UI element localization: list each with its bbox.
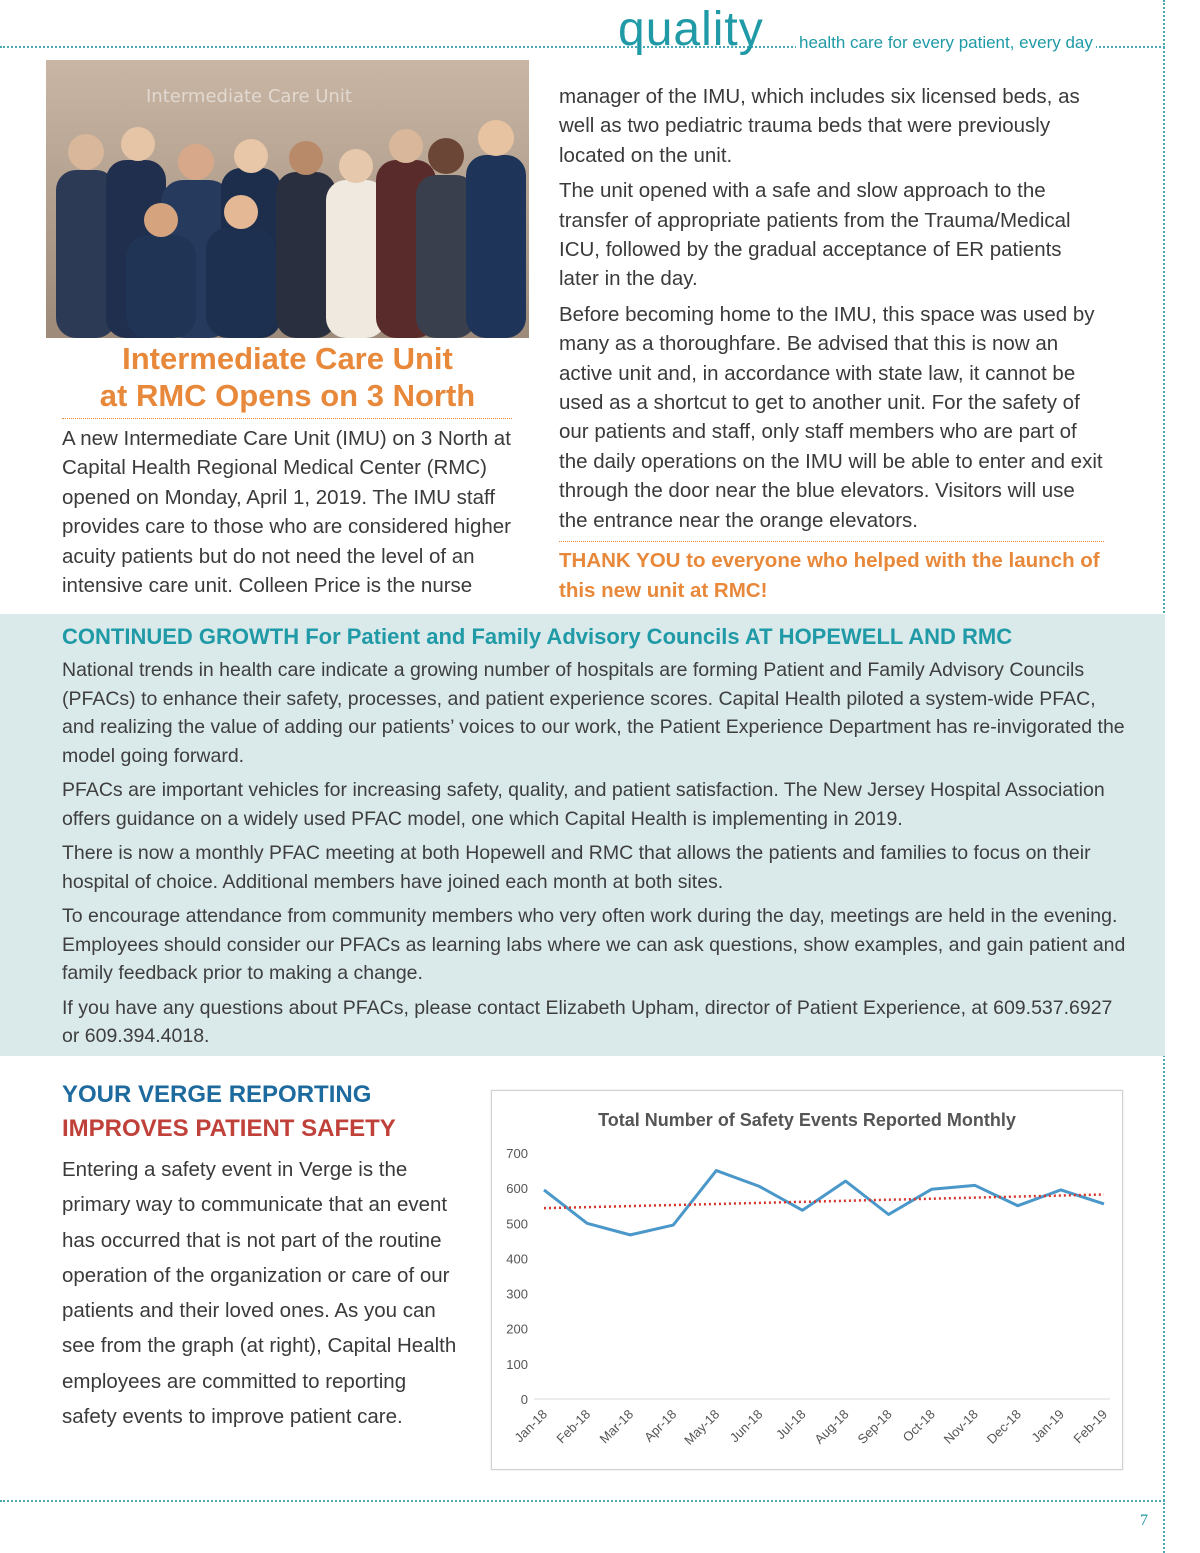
y-tick-label: 200 xyxy=(506,1321,528,1337)
headline-divider xyxy=(62,418,512,419)
plot-area xyxy=(544,1171,1104,1235)
story-paragraph: manager of the IMU, which includes six licensed beds, as well as two pediatric trauma beds that were previously located on the unit. xyxy=(559,85,1080,167)
x-tick-label: Dec-18 xyxy=(983,1406,1024,1447)
pfac-paragraph: National trends in health care indicate a growing number of hospitals are forming Patient and Family Advisory Councils (PFACs) to enhance their safety, processes, and patient experience scores. Capital Health piloted a system-wide PFAC, and realizing the value of adding our patients’ voices to our work, the Patient Experience Department has re-invigorated the model going forward. xyxy=(62,659,1125,767)
section-word: quality xyxy=(618,3,764,56)
bottom-dotted-rule xyxy=(0,1500,1165,1502)
x-tick-label: Nov-18 xyxy=(940,1406,981,1447)
y-tick-label: 100 xyxy=(506,1356,528,1372)
y-tick-label: 700 xyxy=(506,1146,528,1161)
y-axis xyxy=(506,1146,1110,1407)
verge-heading-line2: IMPROVES PATIENT SAFETY xyxy=(62,1115,396,1142)
section-tagline: health care for every patient, every day xyxy=(796,33,1096,53)
wall-sign: Intermediate Care Unit xyxy=(146,86,352,107)
y-tick-label: 300 xyxy=(506,1286,528,1302)
x-tick-label: Sep-18 xyxy=(854,1406,895,1447)
staff-group-photo xyxy=(46,60,529,338)
y-tick-label: 600 xyxy=(506,1181,528,1197)
page-number: 7 xyxy=(1140,1512,1148,1529)
x-tick-label: Jan-19 xyxy=(1028,1406,1068,1446)
pfac-heading: CONTINUED GROWTH For Patient and Family Advisory Councils AT HOPEWELL AND RMC xyxy=(62,624,1013,649)
pfac-paragraph: PFACs are important vehicles for increasing safety, quality, and patient satisfaction. The New Jersey Hospital Association offers guidance on a widely used PFAC model, one which Capital Health is implementing in 2019. xyxy=(62,779,1105,830)
story-paragraph: Before becoming home to the IMU, this space was used by many as a thoroughfare. Be advised that this is now an active unit and, in accordance with state law, it cannot be used as a shortcut to get to another unit. For the safety of our patients and staff, only staff members who are part of the daily operations on the IMU will be able to enter and exit through the door near the blue elevators. Visitors will use the entrance near the orange elevators. xyxy=(559,302,1103,532)
story-body-right xyxy=(559,82,1104,611)
x-tick-label: Jul-18 xyxy=(772,1406,809,1443)
y-tick-label: 0 xyxy=(520,1392,528,1407)
x-tick-label: Feb-19 xyxy=(1070,1406,1111,1447)
thank-you-note: THANK YOU to everyone who helped with the launch of this new unit at RMC! xyxy=(559,541,1104,605)
verge-body: Entering a safety event in Verge is the primary way to communicate that an event has occurred that is not part of the routine operation of the organization or care of our patients and their loved ones. As you can see from the graph (at right), Capital Health employees are committed to reporting safety events to improve patient care. xyxy=(62,1158,457,1429)
pfac-paragraph: To encourage attendance from community members who very often work during the day, meetings are held in the evening. Employees should consider our PFACs as learning labs where we can ask questions, show examples, and gain patient and family feedback prior to making a change. xyxy=(62,905,1126,984)
pfac-section xyxy=(0,614,1165,1056)
story-paragraph: The unit opened with a safe and slow approach to the transfer of appropriate patients from the Trauma/Medical ICU, followed by the gradual acceptance of ER patients later in the day. xyxy=(559,179,1071,291)
pfac-contact-info: If you have any questions about PFACs, please contact Elizabeth Upham, director of Patient Experience, at 609.537.6927 or 609.394.4018. xyxy=(62,996,1113,1047)
x-tick-label: Apr-18 xyxy=(641,1406,680,1445)
x-tick-label: Aug-18 xyxy=(811,1406,852,1447)
safety-events-chart xyxy=(491,1090,1123,1470)
x-tick-label: May-18 xyxy=(681,1406,723,1448)
x-tick-label: Jan-18 xyxy=(511,1406,551,1446)
chart-title: Total Number of Safety Events Reported Monthly xyxy=(598,1110,1016,1130)
x-tick-label: Feb-18 xyxy=(553,1406,594,1447)
story-headline xyxy=(46,340,529,414)
x-tick-label: Oct-18 xyxy=(899,1406,938,1445)
series-line xyxy=(544,1171,1104,1235)
staff-figures xyxy=(56,120,526,338)
story-headline-line1: Intermediate Care Unit xyxy=(122,341,453,376)
pfac-paragraph: There is now a monthly PFAC meeting at both Hopewell and RMC that allows the patients and families to focus on their hospital of choice. Additional members have joined each month at both sites. xyxy=(62,842,1091,893)
y-tick-label: 400 xyxy=(506,1251,528,1267)
x-axis xyxy=(511,1407,1110,1448)
x-tick-label: Jun-18 xyxy=(726,1406,766,1446)
story-headline-line2: at RMC Opens on 3 North xyxy=(99,378,476,413)
chart-canvas xyxy=(492,1091,1122,1469)
x-tick-label: Mar-18 xyxy=(596,1406,637,1447)
y-tick-label: 500 xyxy=(506,1216,528,1232)
story-body-left: A new Intermediate Care Unit (IMU) on 3 North at Capital Health Regional Medical Center (RMC) opened on Monday, April 1, 2019. The IMU staff provides care to those who are considered higher acuity patients but do not need the level of an intensive care unit. Colleen Price is the nurse xyxy=(62,427,511,598)
staff-photo-illustration xyxy=(46,60,529,338)
verge-heading-line1: YOUR VERGE REPORTING xyxy=(62,1081,372,1108)
